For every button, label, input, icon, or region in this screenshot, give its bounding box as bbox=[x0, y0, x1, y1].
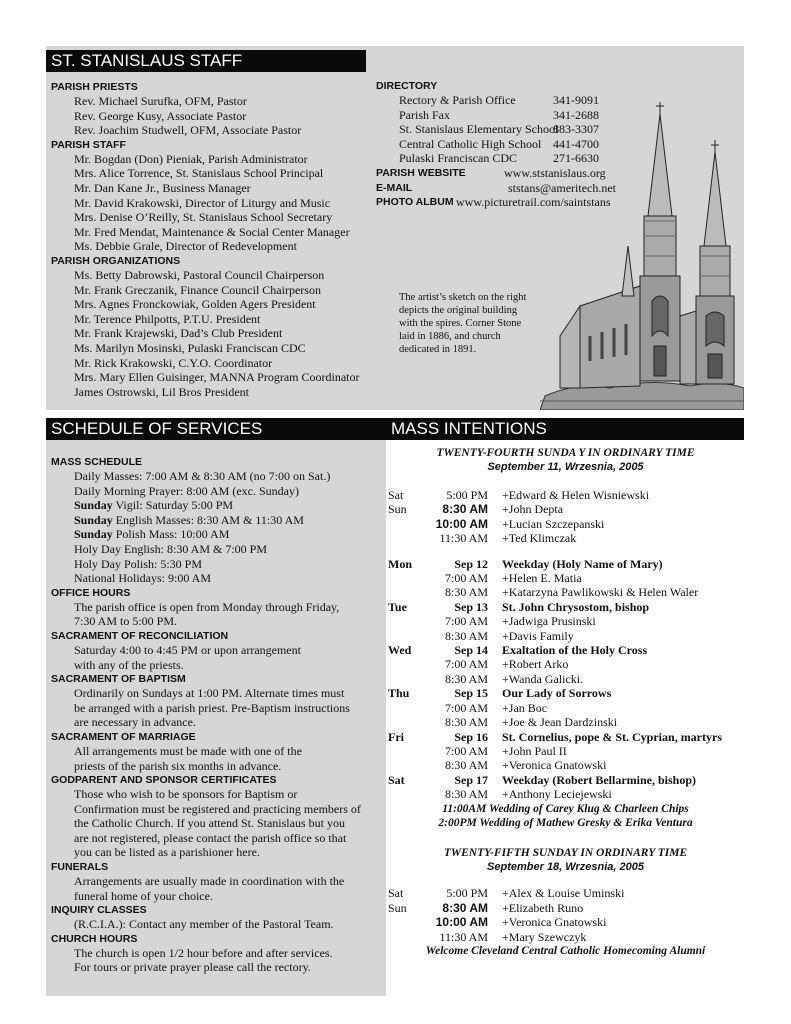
mass-line-text: Vigil: Saturday 5:00 PM bbox=[112, 498, 234, 513]
office-line: The parish office is open from Monday through Friday, bbox=[74, 599, 340, 614]
intention-text: +Edward & Helen Wisniewski bbox=[502, 488, 650, 502]
caption-line: The artist’s sketch on the right bbox=[399, 292, 527, 303]
inquiry-list bbox=[51, 917, 386, 932]
website-link[interactable]: www.ststanislaus.org bbox=[504, 165, 606, 180]
funerals-line: Arrangements are usually made in coordination with the bbox=[74, 874, 345, 889]
office-heading: OFFICE HOURS bbox=[51, 586, 131, 599]
week2-row bbox=[388, 886, 743, 900]
photo-label: PHOTO ALBUM bbox=[376, 196, 454, 209]
intention-time: 10:00 AM bbox=[435, 516, 488, 531]
directory-phone: 341-2688 bbox=[553, 107, 599, 122]
staff-line: Mr. Dan Kane Jr., Business Manager bbox=[74, 180, 251, 195]
mass-line bbox=[51, 542, 386, 557]
mass-list bbox=[51, 469, 386, 586]
weekday-row bbox=[388, 643, 743, 657]
intention-text: +Katarzyna Pawlikowski & Helen Waler bbox=[502, 585, 699, 600]
week1-date: September 11, Wrzesnia, 2005 bbox=[487, 461, 644, 473]
mass-line-text: Polish Mass: 10:00 AM bbox=[112, 527, 230, 542]
week2-row bbox=[388, 930, 743, 944]
caption-line: with the spires. Corner Stone bbox=[399, 318, 522, 329]
intention-day bbox=[388, 585, 428, 599]
intention-time: 8:30 AM bbox=[444, 758, 488, 773]
intention-text: Our Lady of Sorrows bbox=[502, 686, 612, 701]
intention-text: +Elizabeth Runo bbox=[502, 900, 584, 915]
intention-text: Weekday (Holy Name of Mary) bbox=[502, 556, 663, 571]
intention-text: +Veronica Gnatowski bbox=[502, 915, 607, 930]
week1-title: TWENTY-FOURTH SUNDA Y IN ORDINARY TIME bbox=[436, 447, 695, 459]
godparent-line: the Catholic Church. If you attend St. Stanislaus but you bbox=[74, 816, 345, 831]
intention-day bbox=[388, 701, 428, 715]
week1-list bbox=[388, 488, 743, 546]
intention-text: St. Cornelius, pope & St. Cyprian, martyrs bbox=[502, 729, 723, 744]
weekday-row bbox=[388, 715, 743, 729]
sketch-caption bbox=[399, 291, 549, 356]
mass-line bbox=[51, 557, 386, 572]
intention-time: Sep 17 bbox=[454, 772, 488, 787]
intention-time: 8:30 AM bbox=[444, 628, 488, 643]
weekday-row bbox=[388, 614, 743, 628]
directory-phone: 883-3307 bbox=[553, 122, 599, 137]
staff-members-list bbox=[51, 152, 381, 254]
intention-day: Sun bbox=[388, 502, 407, 517]
priest-line: Rev. George Kusy, Associate Pastor bbox=[74, 108, 247, 123]
intention-text: +Davis Family bbox=[502, 628, 574, 643]
staff-line: Mr. David Krakowski, Director of Liturgy and Music bbox=[74, 195, 331, 210]
recon-list bbox=[51, 643, 386, 672]
church-line: For tours or private prayer please call the rectory. bbox=[74, 960, 311, 975]
staff-heading: PARISH STAFF bbox=[51, 138, 126, 151]
week1-row bbox=[388, 488, 743, 502]
directory-phone: 441-4700 bbox=[553, 136, 599, 151]
church-heading: CHURCH HOURS bbox=[51, 932, 138, 945]
org-line: James Ostrowski, Lil Bros President bbox=[74, 384, 249, 399]
intention-time: 5:00 PM bbox=[446, 488, 488, 502]
mass-heading: MASS SCHEDULE bbox=[51, 456, 143, 468]
mass-line bbox=[51, 527, 386, 542]
intention-text: +John Paul II bbox=[502, 743, 567, 758]
godparent-list bbox=[51, 787, 386, 860]
intention-time: Sep 14 bbox=[454, 643, 488, 658]
intention-day: Sat bbox=[388, 488, 404, 502]
weekday-row bbox=[388, 600, 743, 614]
email-label: E-MAIL bbox=[376, 181, 413, 194]
weekday-row bbox=[388, 585, 743, 599]
weekday-row bbox=[388, 557, 743, 571]
weekday-row bbox=[388, 701, 743, 715]
org-line: Ms. Betty Dabrowski, Pastoral Council Chairperson bbox=[74, 267, 325, 282]
weekday-row bbox=[388, 571, 743, 585]
intention-day bbox=[388, 531, 428, 545]
directory-name: St. Stanislaus Elementary School bbox=[399, 122, 559, 137]
week2-row bbox=[388, 915, 743, 929]
recon-line: Saturday 4:00 to 4:45 PM or upon arrangement bbox=[74, 642, 301, 657]
intention-time: 11:30 AM bbox=[439, 531, 488, 546]
office-list bbox=[51, 600, 386, 629]
staff-list bbox=[51, 80, 381, 399]
org-line: Mrs. Agnes Fronckowiak, Golden Agers President bbox=[74, 297, 316, 312]
orgs-list bbox=[51, 268, 381, 399]
mass-line-text: Daily Masses: 7:00 AM & 8:30 AM (no 7:00 on Sat.) bbox=[74, 469, 331, 483]
intention-day bbox=[388, 744, 428, 758]
church-line: The church is open 1/2 hour before and after services. bbox=[74, 945, 333, 960]
intention-text: +Anthony Leciejewski bbox=[502, 787, 612, 802]
directory-name: Parish Fax bbox=[399, 107, 450, 122]
intention-text: Weekday (Robert Bellarmine, bishop) bbox=[502, 772, 696, 787]
intention-text: +Wanda Galicki. bbox=[502, 671, 584, 686]
priests-list bbox=[51, 94, 381, 138]
intention-text: +Alex & Louise Uminski bbox=[502, 886, 625, 901]
intention-day bbox=[388, 758, 428, 772]
intention-text: +Ted Klimczak bbox=[502, 531, 577, 546]
intention-day: Tue bbox=[388, 599, 407, 614]
marriage-line: All arrangements must be made with one of the bbox=[74, 743, 302, 758]
intention-time: 8:30 AM bbox=[444, 787, 488, 802]
mass-line bbox=[51, 469, 386, 484]
intention-day bbox=[388, 915, 428, 929]
godparent-line: Those who wish to be sponsors for Baptism or bbox=[74, 787, 298, 802]
wedding-2: 2:00PM Wedding of Mathew Gresky & Erika Ventura bbox=[438, 816, 693, 829]
directory-phone: 341-9091 bbox=[553, 93, 599, 107]
week2-date: September 18, Wrzesnia, 2005 bbox=[487, 861, 644, 874]
intention-day: Thu bbox=[388, 686, 410, 701]
funerals-list bbox=[51, 874, 386, 903]
intention-text: +Jadwiga Prusinski bbox=[502, 614, 596, 629]
week2-title: TWENTY-FIFTH SUNDAY IN ORDINARY TIME bbox=[443, 847, 688, 860]
intention-text: St. John Chrysostom, bishop bbox=[502, 599, 650, 614]
weekday-row bbox=[388, 787, 743, 801]
intention-time: Sep 13 bbox=[454, 599, 488, 614]
directory-name: Rectory & Parish Office bbox=[399, 93, 516, 107]
intention-text: +Mary Szewczyk bbox=[502, 929, 587, 944]
intention-day: Fri bbox=[388, 729, 404, 744]
mass-line bbox=[51, 513, 386, 528]
intention-time: Sep 16 bbox=[454, 729, 488, 744]
staff-line: Mrs. Denise O’Reilly, St. Stanislaus School Secretary bbox=[74, 210, 333, 225]
week2-row bbox=[388, 901, 743, 915]
intention-time: 8:30 AM bbox=[442, 900, 488, 915]
mass-line-text: English Masses: 8:30 AM & 11:30 AM bbox=[112, 512, 304, 527]
weekday-row bbox=[388, 629, 743, 643]
intention-day bbox=[388, 787, 428, 801]
org-line: Mr. Frank Krajewski, Dad’s Club President bbox=[74, 326, 283, 341]
intention-text: +Lucian Szczepanski bbox=[502, 516, 605, 531]
weekday-row bbox=[388, 672, 743, 686]
org-line: Ms. Marilyn Mosinski, Pulaski Franciscan CDC bbox=[74, 340, 306, 355]
email-link[interactable]: ststans@ameritech.net bbox=[508, 180, 617, 195]
caption-line: depicts the original building bbox=[399, 305, 518, 316]
intention-text: +Helen E. Matia bbox=[502, 571, 582, 586]
funerals-heading: FUNERALS bbox=[51, 861, 109, 874]
org-line: Mrs. Mary Ellen Guisinger, MANNA Program Coordinator bbox=[74, 370, 360, 385]
weekday-row bbox=[388, 730, 743, 744]
office-line: 7:30 AM to 5:00 PM. bbox=[74, 614, 178, 629]
intention-day: Sat bbox=[388, 886, 404, 901]
caption-line: dedicated in 1891. bbox=[399, 344, 477, 355]
intention-time: 10:00 AM bbox=[435, 915, 488, 930]
godparent-line: are not registered, please contact the parish office so that bbox=[74, 830, 347, 845]
intention-day bbox=[388, 614, 428, 628]
church-list bbox=[51, 946, 386, 975]
intention-day: Mon bbox=[388, 556, 412, 571]
baptism-line: be arranged with a parish priest. Pre-Baptism instructions bbox=[74, 700, 350, 715]
schedule-content bbox=[51, 455, 386, 975]
orgs-heading: PARISH ORGANIZATIONS bbox=[51, 254, 181, 267]
intention-time: 7:00 AM bbox=[444, 657, 488, 672]
week1-row bbox=[388, 502, 743, 516]
baptism-list bbox=[51, 686, 386, 730]
intentions-header: MASS INTENTIONS bbox=[386, 418, 744, 440]
org-line: Mr. Rick Krakowski, C.Y.O. Coordinator bbox=[74, 355, 273, 370]
intention-day: Sun bbox=[388, 900, 407, 915]
funerals-line: funeral home of your choice. bbox=[74, 888, 213, 903]
directory-phone: 271-6630 bbox=[553, 151, 599, 166]
weekday-list bbox=[388, 557, 743, 802]
intention-time: 8:30 AM bbox=[444, 585, 488, 600]
intention-time: 7:00 AM bbox=[444, 743, 488, 758]
staff-line: Mr. Fred Mendat, Maintenance & Social Center Manager bbox=[74, 224, 350, 239]
intention-time: 8:30 AM bbox=[444, 715, 488, 730]
baptism-line: Ordinarily on Sundays at 1:00 PM. Alternate times must bbox=[74, 686, 345, 701]
intention-time: 7:00 AM bbox=[444, 700, 488, 715]
intention-day bbox=[388, 930, 428, 944]
church-sketch bbox=[540, 96, 744, 410]
wedding-1: 11:00AM Wedding of Carey Klug & Charleen Chips bbox=[442, 802, 689, 815]
intention-text: +Veronica Gnatowski bbox=[502, 758, 607, 773]
intention-day: Sat bbox=[388, 772, 405, 787]
intention-time: 7:00 AM bbox=[444, 614, 488, 629]
intention-text: +John Depta bbox=[502, 502, 564, 517]
mass-line bbox=[51, 484, 386, 499]
weekday-row bbox=[388, 686, 743, 700]
weekday-row bbox=[388, 657, 743, 671]
priests-heading: PARISH PRIESTS bbox=[51, 81, 138, 93]
mass-line-text: Holy Day English: 8:30 AM & 7:00 PM bbox=[74, 541, 268, 556]
mass-line-text: Daily Morning Prayer: 8:00 AM (exc. Sunday) bbox=[74, 483, 299, 498]
org-line: Mr. Terence Philpotts, P.T.U. President bbox=[74, 311, 261, 326]
website-label: PARISH WEBSITE bbox=[376, 166, 466, 179]
mass-line-text: Holy Day Polish: 5:30 PM bbox=[74, 556, 203, 571]
marriage-heading: SACRAMENT OF MARRIAGE bbox=[51, 730, 196, 743]
inquiry-heading: INQUIRY CLASSES bbox=[51, 904, 147, 917]
intention-text: +Jan Boc bbox=[502, 700, 548, 715]
directory-name: Pulaski Franciscan CDC bbox=[399, 151, 517, 166]
marriage-line: priests of the parish six months in advance. bbox=[74, 758, 282, 773]
godparent-line: Confirmation must be registered and practicing members of bbox=[74, 801, 361, 816]
weekday-row bbox=[388, 758, 743, 772]
photo-link[interactable]: www.picturetrail.com/saintstans bbox=[456, 195, 611, 210]
intention-day bbox=[388, 672, 428, 686]
caption-line: laid in 1886, and church bbox=[399, 331, 501, 342]
marriage-list bbox=[51, 744, 386, 773]
week2-list bbox=[388, 886, 743, 944]
week1-row bbox=[388, 531, 743, 545]
weekday-row bbox=[388, 744, 743, 758]
intention-time: 8:30 AM bbox=[442, 502, 488, 517]
intention-day bbox=[388, 571, 428, 585]
org-line: Mr. Frank Greczanik, Finance Council Chairperson bbox=[74, 282, 321, 297]
mass-line-bold: Sunday bbox=[74, 498, 113, 513]
intention-text: +Robert Arko bbox=[502, 657, 569, 672]
staff-line: Mr. Bogdan (Don) Pieniak, Parish Administrator bbox=[74, 151, 308, 166]
intentions-content bbox=[388, 446, 743, 958]
inquiry-line: (R.C.I.A.): Contact any member of the Pastoral Team. bbox=[74, 917, 334, 932]
intention-day bbox=[388, 517, 428, 531]
intention-day bbox=[388, 657, 428, 671]
intention-time: 8:30 AM bbox=[444, 671, 488, 686]
godparent-line: you can be listed as a parishioner here. bbox=[74, 845, 260, 860]
mass-line bbox=[51, 571, 386, 586]
godparent-heading: GODPARENT AND SPONSOR CERTIFICATES bbox=[51, 774, 277, 787]
intention-time: Sep 12 bbox=[454, 556, 488, 571]
priest-line: Rev. Joachim Studwell, OFM, Associate Pastor bbox=[74, 123, 302, 138]
directory-name: Central Catholic High School bbox=[399, 136, 542, 151]
intention-text: +Joe & Jean Dardzinski bbox=[502, 715, 618, 730]
mass-line-text: National Holidays: 9:00 AM bbox=[74, 571, 211, 586]
baptism-line: are necessary in advance. bbox=[74, 715, 196, 730]
intention-day bbox=[388, 715, 428, 729]
directory-heading: DIRECTORY bbox=[376, 80, 438, 92]
schedule-header: SCHEDULE OF SERVICES bbox=[46, 418, 386, 440]
staff-line: Ms. Debbie Grale, Director of Redevelopment bbox=[74, 239, 297, 254]
welcome-line: Welcome Cleveland Central Catholic Homecoming Alumni bbox=[425, 944, 706, 957]
staff-line: Mrs. Alice Torrence, St. Stanislaus School Principal bbox=[74, 166, 324, 181]
priest-line: Rev. Michael Surufka, OFM, Pastor bbox=[74, 94, 247, 108]
intention-time: 11:30 AM bbox=[439, 929, 488, 944]
intention-text: Exaltation of the Holy Cross bbox=[502, 643, 648, 658]
recon-heading: SACRAMENT OF RECONCILIATION bbox=[51, 629, 229, 642]
recon-line: with any of the priests. bbox=[74, 657, 184, 672]
intention-time: 5:00 PM bbox=[446, 886, 488, 901]
intention-time: 7:00 AM bbox=[444, 571, 488, 586]
intention-day: Wed bbox=[388, 643, 412, 658]
mass-line bbox=[51, 498, 386, 513]
mass-line-bold: Sunday bbox=[74, 512, 113, 527]
weekday-row bbox=[388, 773, 743, 787]
mass-line-bold: Sunday bbox=[74, 527, 113, 542]
intention-time: Sep 15 bbox=[454, 686, 488, 701]
staff-header: ST. STANISLAUS STAFF bbox=[46, 50, 366, 72]
baptism-heading: SACRAMENT OF BAPTISM bbox=[51, 673, 186, 686]
week1-row bbox=[388, 517, 743, 531]
intention-day bbox=[388, 629, 428, 643]
